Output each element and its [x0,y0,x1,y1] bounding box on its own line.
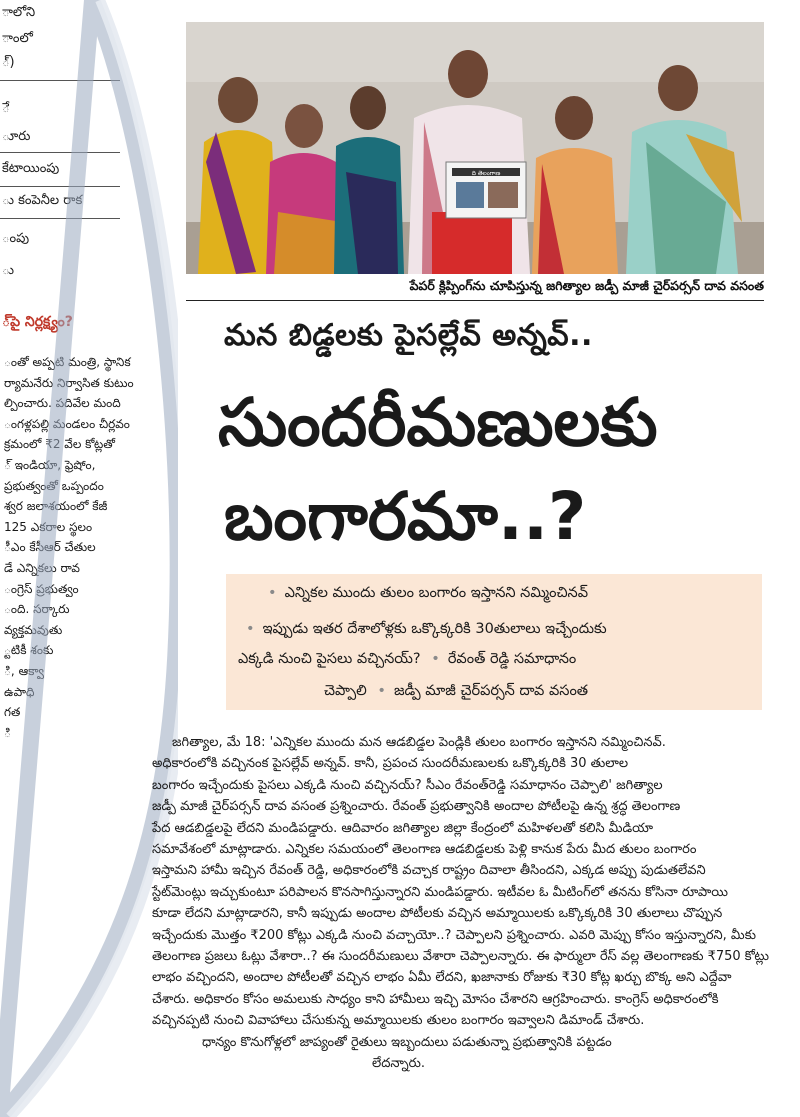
adjacent-line: ే [2,101,10,116]
adjacent-body-line: ంగ్రెస్ ప్రభుత్వం [4,581,79,596]
body-line: జగిత్యాల, మే 18: 'ఎన్నికల ముందు మన ఆడబిడ్డల పెండ్లికి తులం బంగారం ఇస్తానని నమ్మించినవ్. [172,735,666,750]
bullet-icon: • [377,683,386,699]
adjacent-body-line: క్రమంలో ₹2 వేల కోట్లతో [4,437,116,452]
adjacent-body-line: వ్యక్తమవుతు [4,622,63,637]
headline-line-1: సుందరీమణులకు [218,384,658,461]
body-line: స్టేట్‌మెంట్లు ఇచ్చుకుంటూ పరిపాలన కొనసాగిస్తున్నారని మండిపడ్డారు. ఇటీవల ఓ మీటింగ్‌లో తనను కోసినా రూపాయి [152,884,728,900]
body-line: పేద ఆడబిడ్డలపై లేదని మండిపడ్డారు. ఆదివారం జగిత్యాల జిల్లా కేంద్రంలో మహిళలతో కలిసి మీడియా [152,820,654,836]
caption-divider [186,300,764,301]
highlight-item [238,644,576,674]
body-line: లేదన్నారు. [372,1056,425,1071]
body-line: చేశారు. అధికారం కోసం అమలుకు సాధ్యం కాని హామీలు ఇచ్చి మోసం చేశారని ఆగ్రహించారు. కాంగ్రెస్ అధికారంలోకి [152,991,719,1007]
highlight-text: జడ్పీ మాజీ చైర్‌పర్సన్ దావ వసంత [393,683,589,699]
adjacent-body-line: ి [4,725,11,740]
body-line: ఇచ్చేందుకు మొత్తం ₹200 కోట్లు ఎక్కడి నుంచి వచ్చాయో..? చెప్పాలని ప్రశ్నించారు. ఎవరి మెప్పు కోసం ఇస్తున్నారని, మీకు [152,927,756,943]
adjacent-body-line: ంగళ్లపల్లి మండలం చీర్లవం [4,416,130,431]
adjacent-heading: ్‌పై నిర్లక్ష్యం? [2,314,73,330]
bullet-icon: • [246,621,255,637]
body-line: ఇస్తామని హామీ ఇచ్చిన రేవంత్ రెడ్డి, అధికారంలోకి వచ్చాక రాష్ట్రం దివాలా తీసిందని, ఎక్కడ అప్పు పుడుతలేవని [152,863,706,879]
bullet-icon: • [268,585,277,601]
highlight-text: ఎన్నికల ముందు తులం బంగారం ఇస్తానని నమ్మించినవ్ [284,585,589,601]
adjacent-line: ు [2,263,15,278]
adjacent-body-line: ంతో అప్పటి మంత్రి, స్థానిక [4,355,131,369]
headline-kicker: మన బిడ్డలకు పైసల్లేవ్ అన్నవ్.. [224,318,593,353]
highlight-item [324,676,588,706]
body-line: అధికారంలోకి వచ్చినంక పైసల్లేవ్ అన్నవ్. కానీ, ప్రపంచ సుందరీమణులకు ఒక్కొక్కరికి 30 తులాల [152,756,629,772]
body-line: వచ్చినప్పటి నుంచి వివాహాలు చేసుకున్న అమ్మాయిలకు తులం బంగారం ఇవ్వాలని డిమాండ్ చేశారు. [152,1013,645,1029]
adjacent-line: ు కంపెనీల రాక [2,193,83,208]
adjacent-body-line: శ్వర జలాశయంలో కేజీ [4,499,108,514]
body-line: జడ్పీ మాజీ చైర్‌పర్సన్ దావ వసంత ప్రశ్నించారు. రేవంత్ ప్రభుత్వానికి అందాల పోటీలపై ఉన్న శ్రద్ధ తెలంగాణ [152,799,681,815]
highlight-text: ఇప్పుడు ఇతర దేశాలోళ్లకు ఒక్కొక్కరికి 30తులాలు ఇచ్చేందుకు [262,621,607,637]
body-line: ధాన్యం కొనుగోళ్లలో జాప్యంతో రైతులు ఇబ్బందులు పడుతున్నా ప్రభుత్వానికి పట్టడం [202,1034,612,1050]
body-line: సమావేశంలో మాట్లాడారు. ఎన్నికల సమయంలో తెలంగాణ ఆడబిడ్డలకు పెళ్లి కానుక పేరు మీద తులం బంగారం [152,842,697,857]
body-line: లాభం వచ్చిందని, అందాల పోటీలతో వచ్చిన లాభం ఏమీ లేదని, ఖజానాకు రోజుకు ₹30 కోట్ల ఖర్చు బొక్క అని ఎద్దేవా [152,970,732,986]
body-line: తెలంగాణ ప్రజలు ఓట్లు వేశారా..? ఈ సుందరీమణులు వేశారా చెప్పాలన్నారు. ఈ ఫార్ములా రేస్ వల్ల తెలంగాణకు ₹750 కోట్లు [152,949,769,964]
adjacent-body-line: ప్రభుత్వంతో ఒప్పందం [4,478,104,493]
adjacent-body-line: ర్యామనేరు నిర్వాసిత కుటుం [4,375,134,390]
adjacent-body-line: 125 ఎకరాల స్థలం [4,519,93,534]
clipping-title: ది తెలంగాణ [471,170,501,177]
adjacent-line: ాలోని [2,5,36,20]
adjacent-body-line: గత [4,705,21,720]
adjacent-body-line: ఉపాధి [4,684,35,699]
adjacent-line: ్) [2,55,15,70]
highlight-text: ఎక్కడి నుంచి పైసలు వచ్చినయ్? [238,651,421,667]
body-line: కూడా లేదని మాట్లాడారని, కానీ ఇప్పుడు అందాల పోటీలకు వచ్చిన అమ్మాయిలకు ఒక్కొక్కరికి 30 తులాలు చొప్పున [152,906,723,922]
adjacent-body-line: ్టటికీ శంకు [4,643,54,658]
body-line: బంగారం ఇచ్చేందుకు పైసలు ఎక్కడి నుంచి వచ్చినయ్? సీఎం రేవంత్‌రెడ్డి సమాధానం చెప్పాలి' జగిత్యాల [152,777,663,793]
adjacent-body-line: ్ ఇండియా, ఫ్రెషోం, [4,458,96,472]
adjacent-line: ాంలో [2,31,33,46]
highlight-text: చెప్పాలి [324,683,367,699]
headline-line-2: బంగారమా..? [224,478,587,555]
bullet-icon: • [431,651,440,667]
news-photo [186,22,764,274]
adjacent-body-line: ి, ఆక్వా [4,664,45,678]
adjacent-body-line: ీఎం కేసీఆర్ చేతుల [4,540,96,555]
adjacent-line: ంపు [2,231,30,246]
highlight-text: రేవంత్ రెడ్డి సమాధానం [447,651,577,667]
adjacent-body-line: డే ఎన్నికలు రావ [4,561,80,575]
adjacent-body-line: ల్పించారు. పదివేల మంది [4,396,121,411]
highlight-item [268,578,588,608]
adjacent-body-line: ంది. సర్కారు [4,602,70,617]
highlight-item [246,614,607,644]
adjacent-line: ూరు [2,129,31,144]
adjacent-line: కేటాయింపు [2,161,60,176]
photo-caption: పేపర్ క్లిప్పింగ్‌ను చూపిస్తున్న జగిత్యాల జడ్పీ మాజీ చైర్‌పర్సన్ దావ వసంత [409,278,764,293]
women-group-photo [186,22,764,274]
